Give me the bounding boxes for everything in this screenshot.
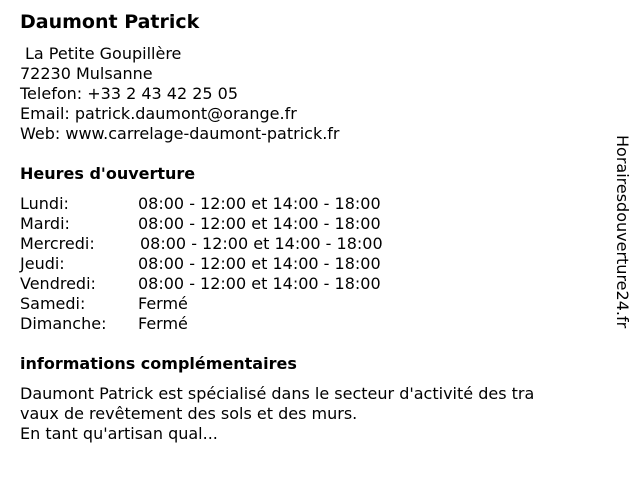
hours-value: Fermé bbox=[138, 294, 188, 313]
contact-block bbox=[20, 44, 340, 144]
hours-value: Fermé bbox=[138, 314, 188, 333]
additional-info-text bbox=[20, 384, 580, 444]
hours-value: 08:00 - 12:00 et 14:00 - 18:00 bbox=[138, 194, 381, 213]
address-street: La Petite Goupillère bbox=[25, 44, 182, 63]
day-label: Mardi: bbox=[20, 214, 70, 233]
info-line: vaux de revêtement des sols et des murs. bbox=[20, 404, 358, 423]
info-line: Daumont Patrick est spécialisé dans le secteur d'activité des tra bbox=[20, 384, 535, 403]
hours-value: 08:00 - 12:00 et 14:00 - 18:00 bbox=[140, 234, 383, 253]
site-watermark: Horairesdouverture24.fr bbox=[613, 135, 632, 329]
hours-value: 08:00 - 12:00 et 14:00 - 18:00 bbox=[138, 274, 381, 293]
day-label: Lundi: bbox=[20, 194, 69, 213]
hours-value: 08:00 - 12:00 et 14:00 - 18:00 bbox=[138, 254, 381, 273]
hours-value: 08:00 - 12:00 et 14:00 - 18:00 bbox=[138, 214, 381, 233]
info-line: En tant qu'artisan qual... bbox=[20, 424, 218, 443]
day-label: Samedi: bbox=[20, 294, 86, 313]
day-label: Vendredi: bbox=[20, 274, 96, 293]
additional-info-heading: informations complémentaires bbox=[20, 354, 297, 373]
day-label: Jeudi: bbox=[20, 254, 65, 273]
business-name: Daumont Patrick bbox=[20, 11, 200, 33]
phone-line: Telefon: +33 2 43 42 25 05 bbox=[20, 84, 239, 103]
website-line: Web: www.carrelage-daumont-patrick.fr bbox=[20, 124, 340, 143]
address-city: 72230 Mulsanne bbox=[20, 64, 153, 83]
opening-hours-heading: Heures d'ouverture bbox=[20, 164, 196, 183]
day-label: Dimanche: bbox=[20, 314, 107, 333]
email-line: Email: patrick.daumont@orange.fr bbox=[20, 104, 297, 123]
day-label: Mercredi: bbox=[20, 234, 95, 253]
